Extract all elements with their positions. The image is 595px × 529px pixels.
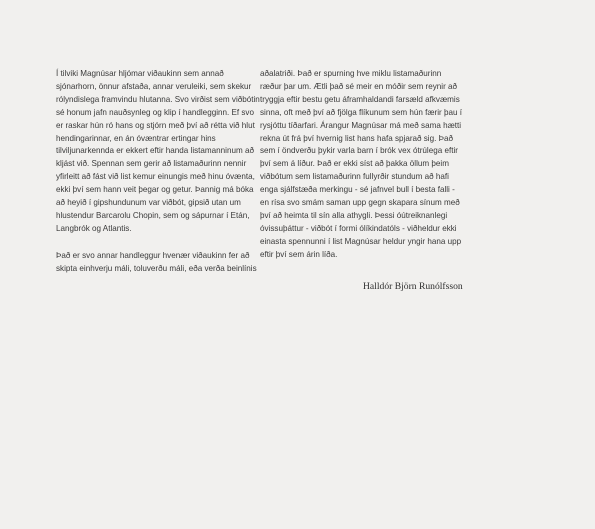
text-line: óvissuþáttur - viðbót í formi ólíkindatóls - viðheldur ekki [260, 223, 457, 233]
text-line: einasta spennunni í list Magnúsar heldur yngir hana upp [260, 236, 462, 246]
text-line: rysjóttu tíðarfari. Árangur Magnúsar má með sama hætti [260, 120, 462, 130]
text-line: Langbrók og Atlantis. [56, 223, 132, 233]
text-line: sé honum jafn nauðsynleg og klip í handlegginn. Ef svo [56, 107, 254, 117]
text-line: rekna út frá því hvernig list hans hafa spjarað sig. Það [260, 133, 454, 143]
text-line: sinna, oft með því að fjölga flíkunum sem hún færir þau í [260, 107, 462, 117]
text-line: ræður þar um. Ætli það sé meir en móðir sem reynir að [260, 81, 458, 91]
text-line: því að heimta til sín alla athygli. Þessi óútreiknanlegi [260, 210, 448, 220]
text-line: hendingarinnar, en án óvæntrar ertingar hins [56, 133, 216, 143]
text-line: Það er svo annar handleggur hvenær viðaukinn fer að [56, 250, 250, 260]
text-line: sjónarhorn, önnur afstaða, annar veruleiki, sem skekur [56, 81, 252, 91]
text-line: yfirleitt að fást við list kemur einungis með hinu óvænta, [56, 172, 255, 182]
text-line: aðalatriði. Það er spurning hve miklu listamaðurinn [260, 69, 442, 78]
text-line: eftir því sem árin líða. [260, 249, 338, 259]
text-line: tilviljunarkennda er ekkert eftir handa listamanninum að [56, 146, 254, 156]
text-line: tryggja eftir bestu getu áframhaldandi farsæld afkvæmis [260, 94, 460, 104]
author-signature: Halldór Björn Runólfsson [363, 281, 463, 292]
paragraph-3 [260, 68, 484, 262]
text-line: enga sjálfstæða merkingu - sé jafnvel bull í besta falli - [260, 185, 455, 195]
text-line: en rísa svo smám saman upp gegn skapara sínum með [260, 198, 460, 208]
text-line: því sem á líður. Það er ekki síst að þakka öllum þeim [260, 159, 449, 169]
text-line: ekki því sem hann veit þegar og getur. Þannig má bóka [56, 185, 254, 195]
paragraph-1 [50, 68, 260, 236]
text-line: Í tilviki Magnúsar hljómar viðaukinn sem annað [56, 69, 224, 78]
text-line: er raskar hún ró hans og stjórn með því að rétta við hlut [56, 120, 255, 130]
text-line: skipta einhverju máli, toluverðu máli, eða verða beinlínis [56, 263, 257, 273]
text-line: hlustendur Barcarolu Chopin, sem og sápurnar í Etán, [56, 210, 250, 220]
right-text-column [260, 68, 484, 276]
text-line: sem í öndverðu þykir varla barn í brók vex ótrúlega eftir [260, 146, 458, 156]
paragraph-2 [50, 250, 257, 276]
text-line: kljást við. Spennan sem gerir að listamaðurinn nennir [56, 159, 247, 169]
text-line: viðbótum sem listamaðurinn fullyrðir stundum að hafi [260, 172, 449, 182]
text-line: rólyndislega framvindu hlutanna. Svo virðist sem viðbótin [56, 94, 260, 104]
left-text-column [50, 68, 260, 290]
text-line: að heyið í gipshundunum var viðbót, gipsið utan um [56, 198, 241, 208]
